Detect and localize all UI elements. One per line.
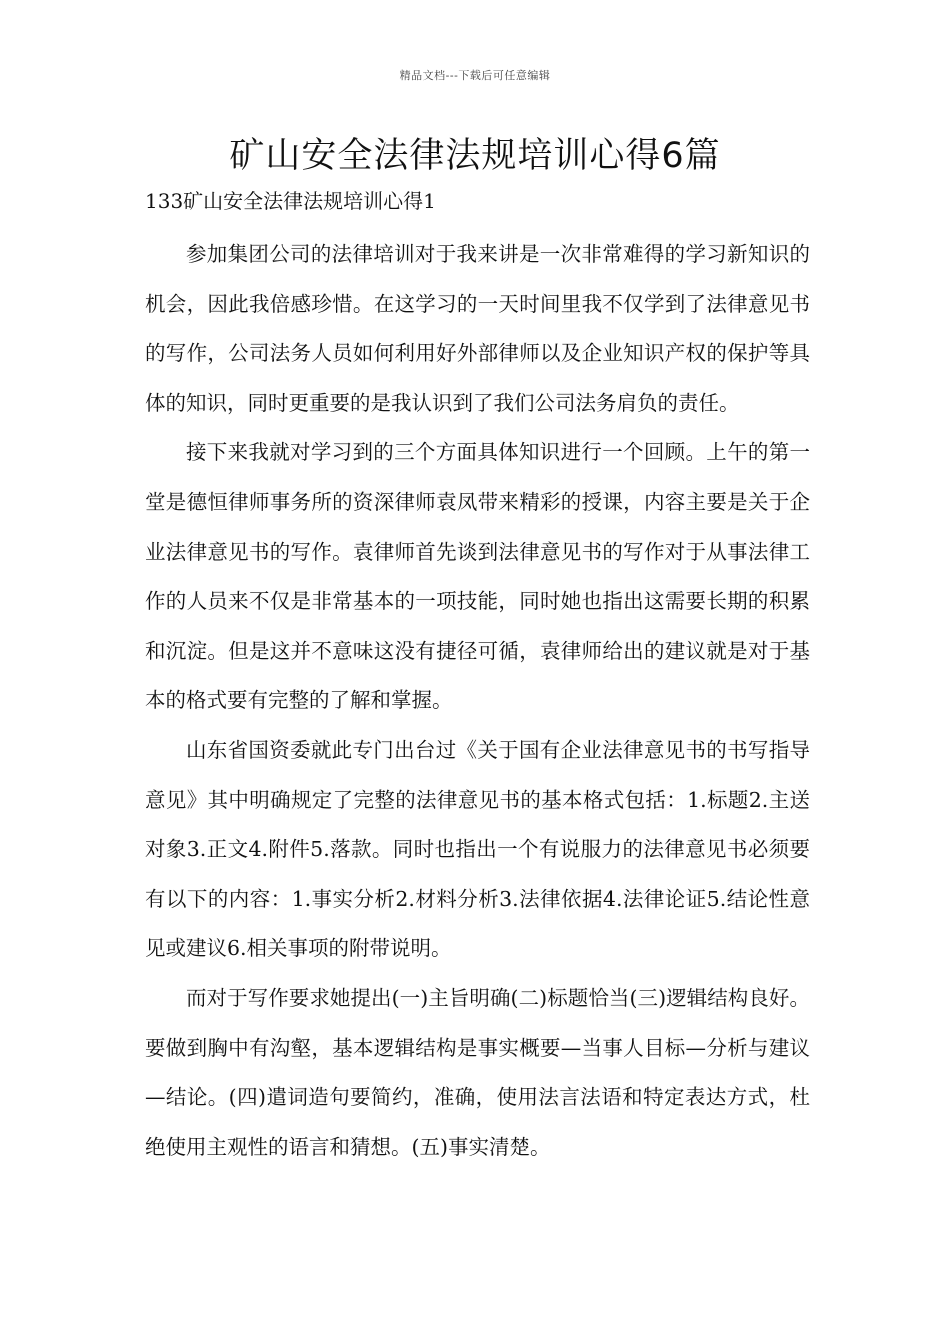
paragraph-2: 接下来我就对学习到的三个方面具体知识进行一个回顾。上午的第一堂是德恒律师事务所的资深律师袁凤带来精彩的授课，内容主要是关于企业法律意见书的写作。袁律师首先谈到法律意见书的写作对于从事法律工作的人员来不仅是非常基本的一项技能，同时她也指出这需要长期的积累和沉淀。但是这并不意味这没有捷径可循，袁律师给出的建议就是对于基本的格式要有完整的了解和掌握。 [145,440,810,713]
paragraph-3: 山东省国资委就此专门出台过《关于国有企业法律意见书的书写指导意见》其中明确规定了完整的法律意见书的基本格式包括：1.标题2.主送对象3.正文4.附件5.落款。同时也指出一个有说服力的法律意见书必须要有以下的内容：1.事实分析2.材料分析3.法律依据4.法律论证5.结论性意见或建议6.相关事项的附带说明。 [145,737,810,961]
document-body [145,230,810,1172]
paragraph-4: 而对于写作要求她提出(一)主旨明确(二)标题恰当(三)逻辑结构良好。要做到胸中有沟壑，基本逻辑结构是事实概要—当事人目标—分析与建议—结论。(四)遣词造句要简约，准确，使用法言法语和特定表达方式，杜绝使用主观性的语言和猜想。(五)事实清楚。 [145,985,810,1159]
section-heading: 133矿山安全法律法规培训心得1 [145,189,436,213]
header-note: 精品文档---下载后可任意编辑 [399,69,551,82]
document-title: 矿山安全法律法规培训心得6篇 [229,136,721,176]
paragraph-1: 参加集团公司的法律培训对于我来讲是一次非常难得的学习新知识的机会，因此我倍感珍惜。在这学习的一天时间里我不仅学到了法律意见书的写作，公司法务人员如何利用好外部律师以及企业知识产权的保护等具体的知识，同时更重要的是我认识到了我们公司法务肩负的责任。 [145,242,810,415]
